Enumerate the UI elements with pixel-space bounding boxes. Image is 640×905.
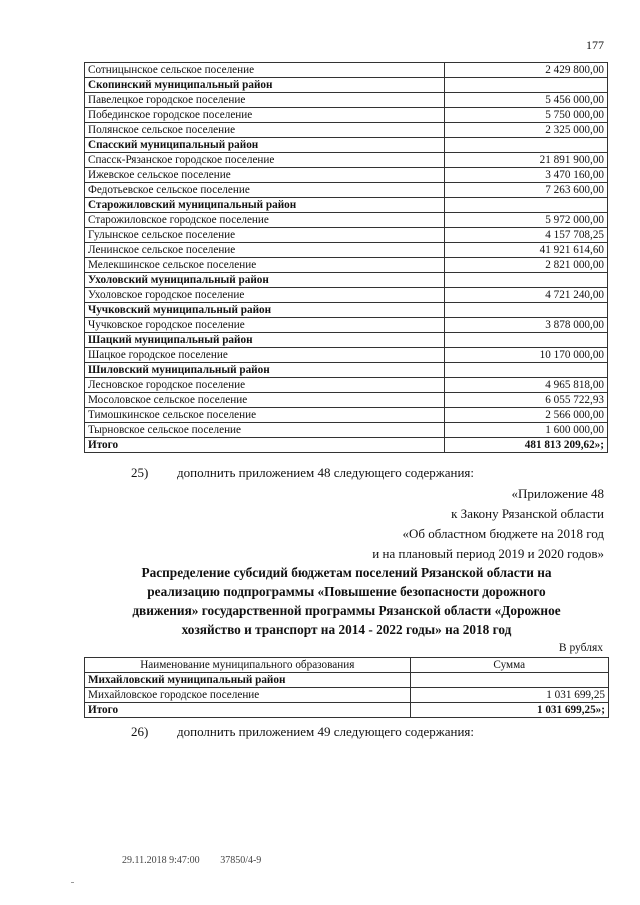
amount: 1 031 699,25»; bbox=[410, 703, 608, 718]
amount: 1 031 699,25 bbox=[410, 688, 608, 703]
municipality-name: Полянское сельское поселение bbox=[85, 123, 445, 138]
municipality-name: Ижевское сельское поселение bbox=[85, 168, 445, 183]
appendix-ref-line: к Закону Рязанской области bbox=[451, 506, 604, 521]
title-line: реализацию подпрограммы «Повышение безопасности дорожного bbox=[147, 584, 546, 599]
appendix-ref-line: «Об областном бюджете на 2018 год bbox=[402, 526, 604, 541]
district-row bbox=[85, 138, 608, 153]
municipality-name: Сотницынское сельское поселение bbox=[85, 63, 445, 78]
table-row bbox=[85, 183, 608, 198]
table-row bbox=[85, 168, 608, 183]
item-number: 26) bbox=[131, 724, 149, 739]
footer-timestamp: 29.11.2018 9:47:00 bbox=[122, 855, 200, 866]
amount bbox=[410, 673, 608, 688]
amount: 5 972 000,00 bbox=[445, 213, 608, 228]
table1-body bbox=[85, 63, 608, 453]
amount bbox=[445, 138, 608, 153]
item-number: 25) bbox=[131, 465, 149, 480]
title-line: хозяйство и транспорт на 2014 - 2022 годы» на 2018 год bbox=[181, 622, 512, 637]
amount: 4 157 708,25 bbox=[445, 228, 608, 243]
municipality-name: Мосоловское сельское поселение bbox=[85, 393, 445, 408]
municipality-name: Чучковское городское поселение bbox=[85, 318, 445, 333]
municipality-name: Старожиловское городское поселение bbox=[85, 213, 445, 228]
amount: 10 170 000,00 bbox=[445, 348, 608, 363]
municipality-name: Лесновское городское поселение bbox=[85, 378, 445, 393]
municipality-name: Тимошкинское сельское поселение bbox=[85, 408, 445, 423]
municipality-name: Чучковский муниципальный район bbox=[85, 303, 445, 318]
table-row bbox=[85, 688, 609, 703]
table-row bbox=[85, 408, 608, 423]
table-row bbox=[85, 108, 608, 123]
subsidy-table-continued bbox=[84, 62, 608, 453]
municipality-name: Мелекшинское сельское поселение bbox=[85, 258, 445, 273]
municipality-name: Михайловское городское поселение bbox=[85, 688, 411, 703]
footer-doc-id: 37850/4-9 bbox=[220, 855, 262, 866]
district-row bbox=[85, 673, 609, 688]
municipality-name: Ухоловский муниципальный район bbox=[85, 273, 445, 288]
district-row bbox=[85, 273, 608, 288]
amount: 1 600 000,00 bbox=[445, 423, 608, 438]
table-row bbox=[85, 423, 608, 438]
municipality-name: Ленинское сельское поселение bbox=[85, 243, 445, 258]
amount: 2 566 000,00 bbox=[445, 408, 608, 423]
scan-mark bbox=[71, 882, 74, 883]
amendment-item-26 bbox=[131, 724, 474, 740]
document-title bbox=[84, 563, 609, 639]
title-line: Распределение субсидий бюджетам поселений Рязанской области на bbox=[141, 565, 552, 580]
amount: 6 055 722,93 bbox=[445, 393, 608, 408]
municipality-name: Итого bbox=[85, 703, 411, 718]
table-header-row bbox=[85, 658, 609, 673]
municipality-name: Федотьевское сельское поселение bbox=[85, 183, 445, 198]
table-row bbox=[85, 243, 608, 258]
table-row bbox=[85, 213, 608, 228]
amount: 4 965 818,00 bbox=[445, 378, 608, 393]
amount bbox=[445, 78, 608, 93]
municipality-name: Тырновское сельское поселение bbox=[85, 423, 445, 438]
header-name: Наименование муниципального образования bbox=[85, 658, 411, 673]
municipality-name: Скопинский муниципальный район bbox=[85, 78, 445, 93]
municipality-name: Шацкое городское поселение bbox=[85, 348, 445, 363]
total-row bbox=[85, 438, 608, 453]
amount: 3 470 160,00 bbox=[445, 168, 608, 183]
amendment-item-25 bbox=[131, 465, 474, 481]
amount: 2 325 000,00 bbox=[445, 123, 608, 138]
district-row bbox=[85, 303, 608, 318]
amount: 3 878 000,00 bbox=[445, 318, 608, 333]
amount: 481 813 209,62»; bbox=[445, 438, 608, 453]
table-row bbox=[85, 228, 608, 243]
total-row bbox=[85, 703, 609, 718]
title-line: движения» государственной программы Рязанской области «Дорожное bbox=[132, 603, 561, 618]
district-row bbox=[85, 198, 608, 213]
amount: 2 429 800,00 bbox=[445, 63, 608, 78]
municipality-name: Павелецкое городское поселение bbox=[85, 93, 445, 108]
table-row bbox=[85, 288, 608, 303]
table-row bbox=[85, 318, 608, 333]
municipality-name: Шацкий муниципальный район bbox=[85, 333, 445, 348]
item-text: дополнить приложением 48 следующего содержания: bbox=[177, 465, 474, 480]
municipality-name: Итого bbox=[85, 438, 445, 453]
table-row bbox=[85, 93, 608, 108]
appendix-reference bbox=[372, 484, 604, 564]
amount bbox=[445, 363, 608, 378]
amount: 2 821 000,00 bbox=[445, 258, 608, 273]
district-row bbox=[85, 78, 608, 93]
municipality-name: Шиловский муниципальный район bbox=[85, 363, 445, 378]
table-row bbox=[85, 123, 608, 138]
amount: 7 263 600,00 bbox=[445, 183, 608, 198]
table-row bbox=[85, 348, 608, 363]
subsidy-table-appendix-48 bbox=[84, 657, 609, 718]
amount: 4 721 240,00 bbox=[445, 288, 608, 303]
municipality-name: Ухоловское городское поселение bbox=[85, 288, 445, 303]
table-row bbox=[85, 258, 608, 273]
page-number: 177 bbox=[586, 38, 604, 52]
municipality-name: Побединское городское поселение bbox=[85, 108, 445, 123]
amount bbox=[445, 198, 608, 213]
municipality-name: Гулынское сельское поселение bbox=[85, 228, 445, 243]
table-row bbox=[85, 378, 608, 393]
amount: 41 921 614,60 bbox=[445, 243, 608, 258]
amount: 21 891 900,00 bbox=[445, 153, 608, 168]
amount: 5 456 000,00 bbox=[445, 93, 608, 108]
table-row bbox=[85, 393, 608, 408]
appendix-ref-line: и на плановый период 2019 и 2020 годов» bbox=[372, 546, 604, 561]
municipality-name: Спасский муниципальный район bbox=[85, 138, 445, 153]
municipality-name: Спасск-Рязанское городское поселение bbox=[85, 153, 445, 168]
table-row bbox=[85, 63, 608, 78]
table2-body bbox=[85, 658, 609, 718]
header-amount: Сумма bbox=[410, 658, 608, 673]
appendix-ref-line: «Приложение 48 bbox=[511, 486, 604, 501]
units-label: В рублях bbox=[558, 642, 603, 654]
footer bbox=[122, 855, 261, 866]
table-row bbox=[85, 153, 608, 168]
district-row bbox=[85, 363, 608, 378]
municipality-name: Старожиловский муниципальный район bbox=[85, 198, 445, 213]
district-row bbox=[85, 333, 608, 348]
amount bbox=[445, 333, 608, 348]
item-text: дополнить приложением 49 следующего содержания: bbox=[177, 724, 474, 739]
amount: 5 750 000,00 bbox=[445, 108, 608, 123]
amount bbox=[445, 303, 608, 318]
amount bbox=[445, 273, 608, 288]
municipality-name: Михайловский муниципальный район bbox=[85, 673, 411, 688]
